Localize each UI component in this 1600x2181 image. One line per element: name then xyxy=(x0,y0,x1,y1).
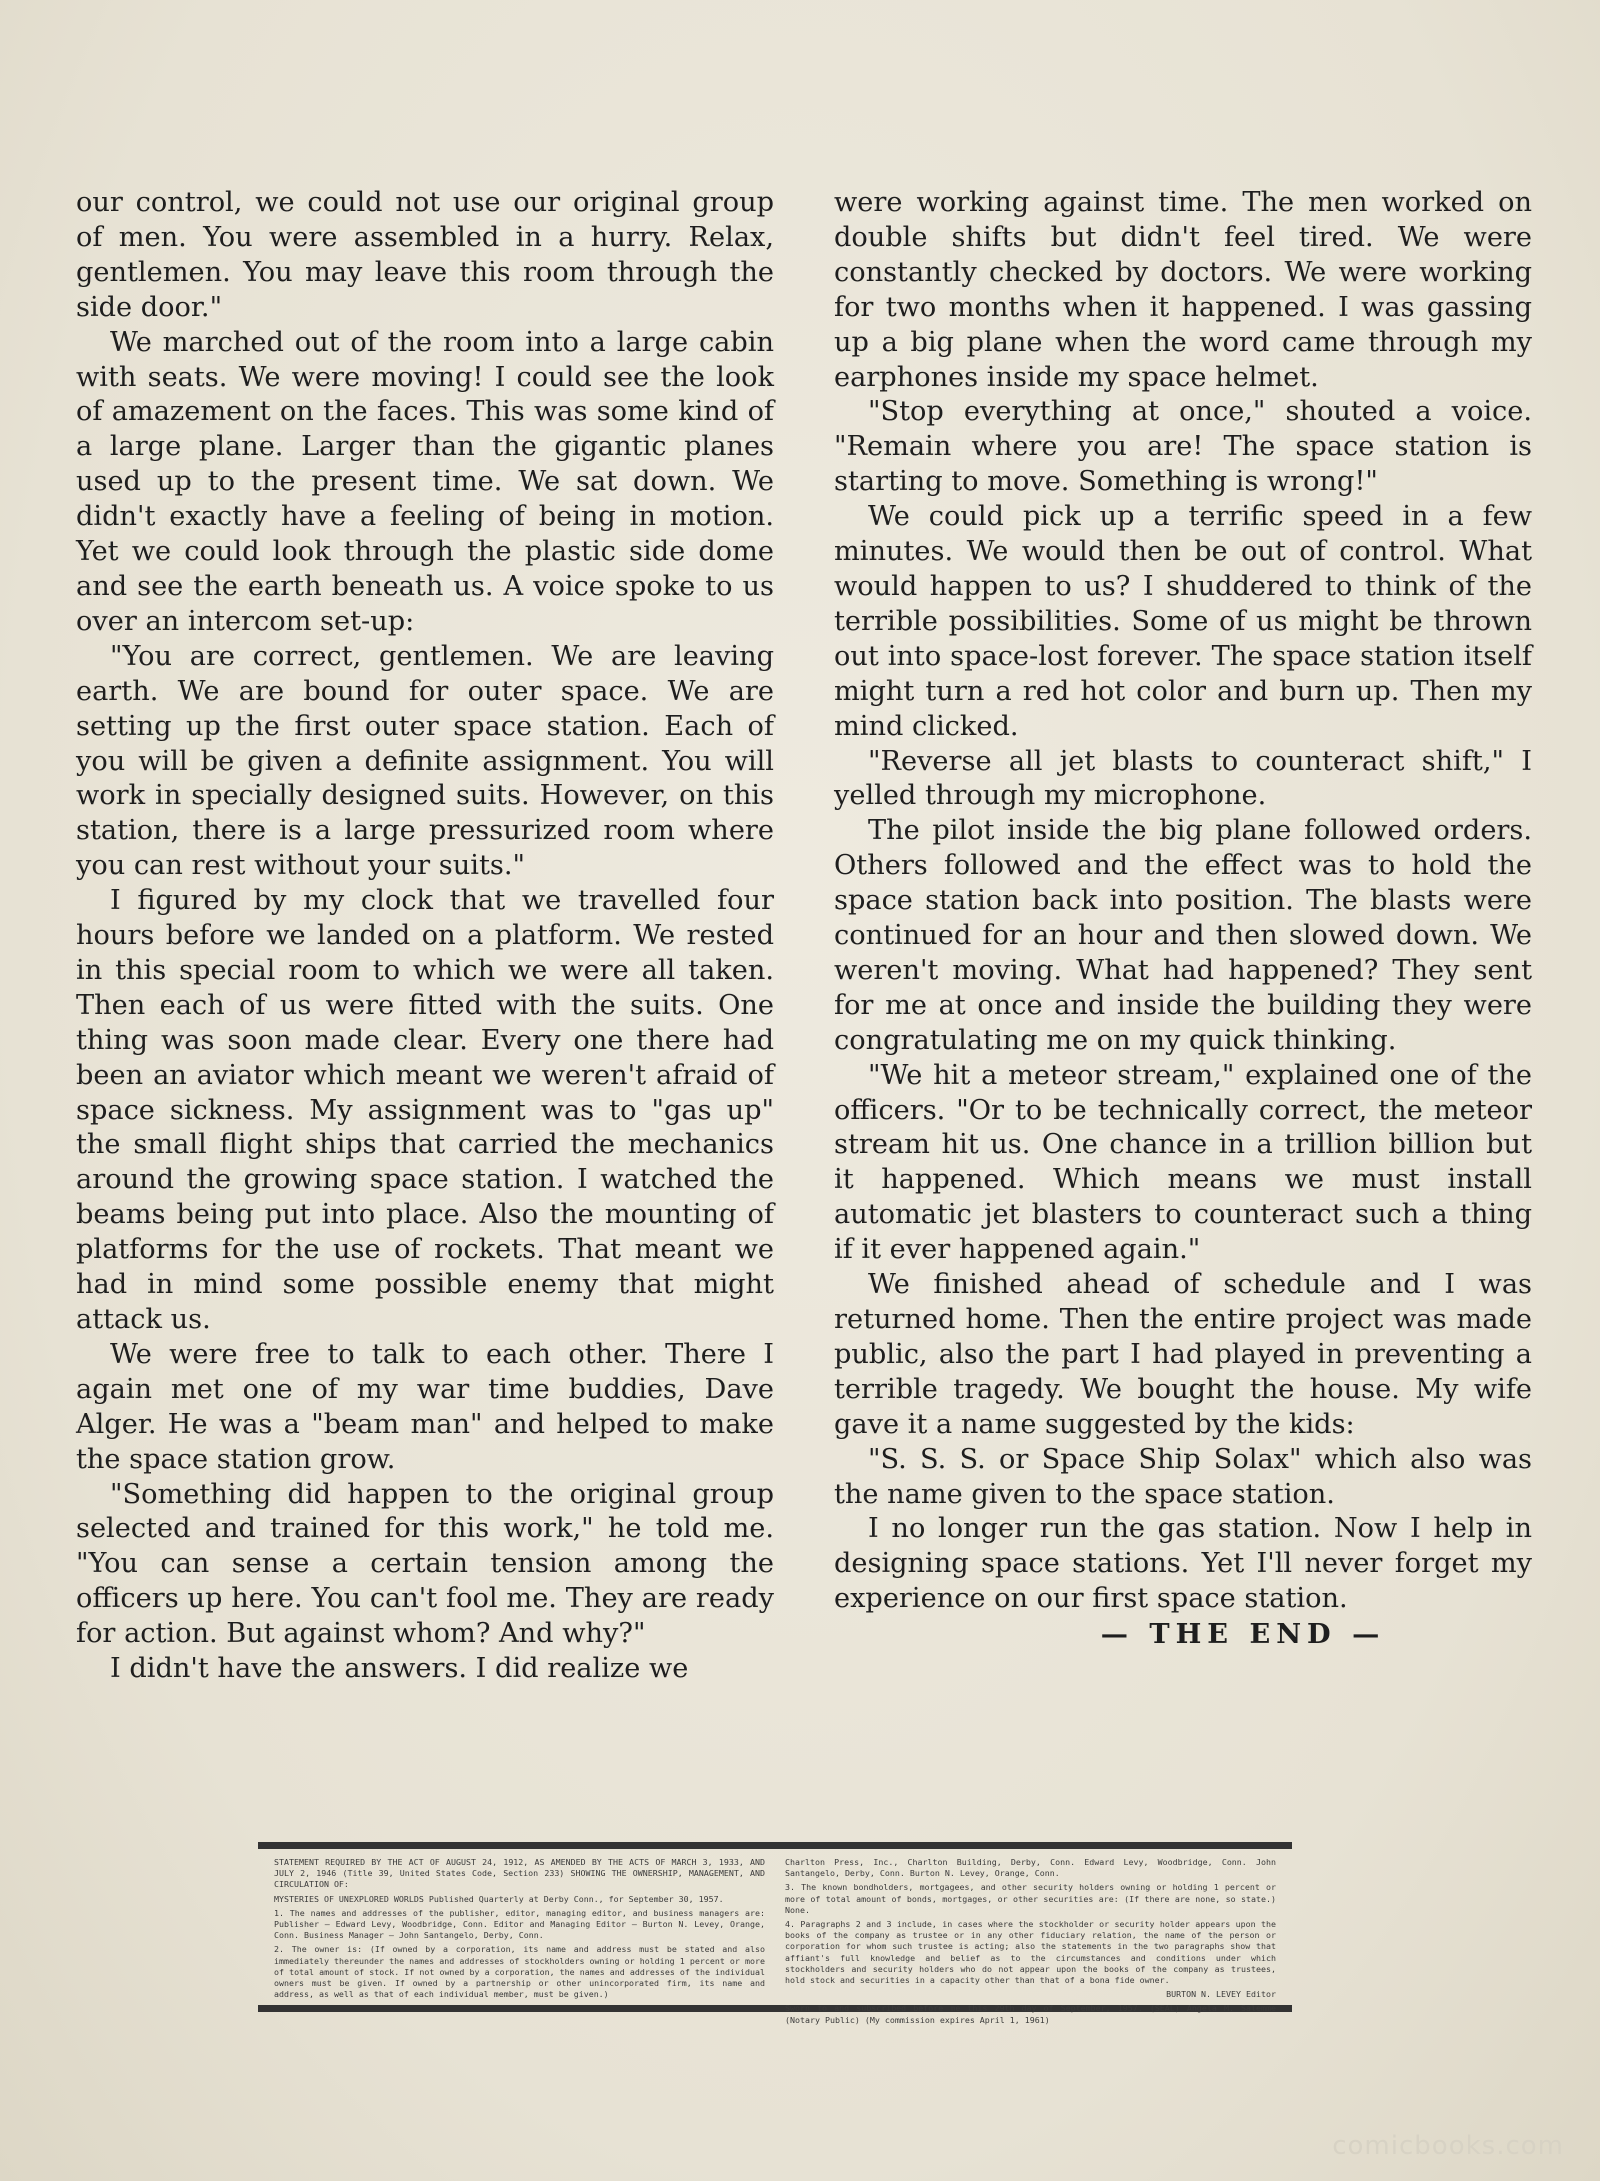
site-watermark: comicbooks.com xyxy=(1332,2131,1564,2161)
statement-paragraph: STATEMENT REQUIRED BY THE ACT OF AUGUST 24, 1912, AS AMENDED BY THE ACTS OF MARCH 3, 1933, AND JULY 2, 1946 (Title 39, United States Code, Section 233) SHOWING THE OWNERSHIP, MANAGEMENT, AND CIRCULATION OF: xyxy=(274,1857,765,1890)
statement-paragraph: 4. Paragraphs 2 and 3 include, in cases where the stockholder or security holder appears upon the books of the company as trustee or in any other fiduciary relation, the name of the person or corporation for whom such trustee is acting; also the statements in the two paragraphs show that affiant's full knowledge and belief as to the circumstances and conditions under which stockholders and security holders who do not appear upon the books of the company as trustees, hold stock and securities in a capacity other than that of a bona fide owner. xyxy=(785,1919,1276,1986)
statement-paragraph: MYSTERIES OF UNEXPLORED WORLDS Published Quarterly at Derby Conn., for September 30, 1957. xyxy=(274,1893,724,1904)
the-end-label: — THE END — xyxy=(1100,1618,1386,1651)
statement-paragraph: Charlton Press, Inc., Charlton Building, Derby, Conn. Edward Levy, Woodbridge, Conn. John Santangelo, Derby, Conn. Burton N. Levey, Orange, Conn. xyxy=(785,1857,1276,1879)
paragraph: We marched out of the room into a large cabin with seats. We were moving! I could see the look of amazement on the faces. This was some kind of a large plane. Larger than the gigantic planes used up to the present time. We sat down. We didn't exactly have a feeling of being in motion. Yet we could look through the plastic side dome and see the earth beneath us. A voice spoke to us over an intercom set-up: xyxy=(76,326,774,637)
paragraph: I didn't have the answers. I did realize we xyxy=(110,1653,689,1685)
statement-paragraph: 1. The names and addresses of the publisher, editor, managing editor, and business managers are: Publisher — Edward Levy, Woodbridge, Conn. Editor and Managing Editor — Burton N. Levey, Orange, Conn. Business Manager — John Santangelo, Derby, Conn. xyxy=(274,1907,765,1941)
paragraph: The pilot inside the big plane followed orders. Others followed and the effect was to hold the space station back into position. The blasts were continued for an hour and then slowed down. We weren't moving. What had happened? They sent for me at once and inside the building they were congratulating me on my quick thinking. xyxy=(834,815,1532,1056)
paragraph: I no longer run the gas station. Now I help in designing space stations. Yet I'll never forget my experience on our first space station. xyxy=(834,1513,1532,1615)
paragraph: I figured by my clock that we travelled four hours before we landed on a platform. We rested in this special room to which we were all taken. Then each of us were fitted with the suits. One thing was soon made clear. Every one there had been an aviator which meant we weren't afraid of space sickness. My assignment was to "gas up" the small flight ships that carried the mechanics around the growing space station. I watched the beams being put into place. Also the mounting of platforms for the use of rockets. That meant we had in mind some possible enemy that might attack us. xyxy=(76,885,774,1335)
paragraph: were working against time. The men worked on double shifts but didn't feel tired. We were constantly checked by doctors. We were working for two months when it happened. I was gassing up a big plane when the word came through my earphones inside my space helmet. xyxy=(834,187,1532,393)
paragraph: "You are correct, gentlemen. We are leaving earth. We are bound for outer space. We are setting up the first outer space station. Each of you will be given a definite assignment. You will work in specially designed suits. However, on this station, there is a large pressurized room where you can rest without your suits." xyxy=(76,640,774,882)
statement-column-left xyxy=(274,1857,765,2000)
paragraph: "S. S. S. or Space Ship Solax" which also was the name given to the space station. xyxy=(834,1443,1532,1510)
story-column-left xyxy=(76,186,774,1687)
statement-paragraph: Sworn to and subscribed before me this 29th day of September, 1957. (SEAL) Angela M. Salemme (Notary Public) (My commission expires April 1, 1961) xyxy=(785,2003,1276,2025)
story-column-right xyxy=(834,186,1532,1652)
paragraph: "Something did happen to the original group selected and trained for this work," he told me. "You can sense a certain tension among the officers up here. You can't fool me. They are ready for action. But against whom? And why?" xyxy=(76,1478,774,1650)
paragraph: We were free to talk to each other. There I again met one of my war time buddies, Dave Alger. He was a "beam man" and helped to make the space station grow. xyxy=(76,1338,774,1475)
paragraph: "Stop everything at once," shouted a voice. "Remain where you are! The space station is starting to move. Something is wrong!" xyxy=(834,396,1532,498)
statement-paragraph: BURTON N. LEVEY Editor xyxy=(1166,1989,1276,2000)
paragraph: "Reverse all jet blasts to counteract shift," I yelled through my microphone. xyxy=(834,745,1532,812)
paragraph: our control, we could not use our original group of men. You were assembled in a hurry. Relax, gentlemen. You may leave this room through the side door." xyxy=(76,187,774,323)
statement-paragraph: 3. The known bondholders, mortgagees, and other security holders owning or holding 1 percent or more of total amount of bonds, mortgages, or other securities are: (If there are none, so state.) None. xyxy=(785,1882,1276,1915)
paragraph: We finished ahead of schedule and I was returned home. Then the entire project was made public, also the part I had played in preventing a terrible tragedy. We bought the house. My wife gave it a name suggested by the kids: xyxy=(834,1269,1532,1440)
statement-column-right xyxy=(785,1857,1276,2025)
statement-paragraph: 2. The owner is: (If owned by a corporation, its name and address must be stated and also immediately thereunder the names and addresses of stockholders owning or holding 1 percent or more of total amount of stock. If not owned by a corporation, the names and addresses of the individual owners must be given. If owned by a partnership or other unincorporated firm, its name and address, as well as that of each individual member, must be given.) xyxy=(274,1944,765,2000)
paragraph: We could pick up a terrific speed in a few minutes. We would then be out of control. What would happen to us? I shuddered to think of the terrible possibilities. Some of us might be thrown out into space-lost forever. The space station itself might turn a red hot color and burn up. Then my mind clicked. xyxy=(834,501,1532,742)
paragraph: "We hit a meteor stream," explained one of the officers. "Or to be technically correct, the meteor stream hit us. One chance in a trillion billion but it happened. Which means we must install automatic jet blasters to counteract such a thing if it ever happened again." xyxy=(834,1059,1532,1266)
ownership-statement xyxy=(258,1842,1292,2025)
